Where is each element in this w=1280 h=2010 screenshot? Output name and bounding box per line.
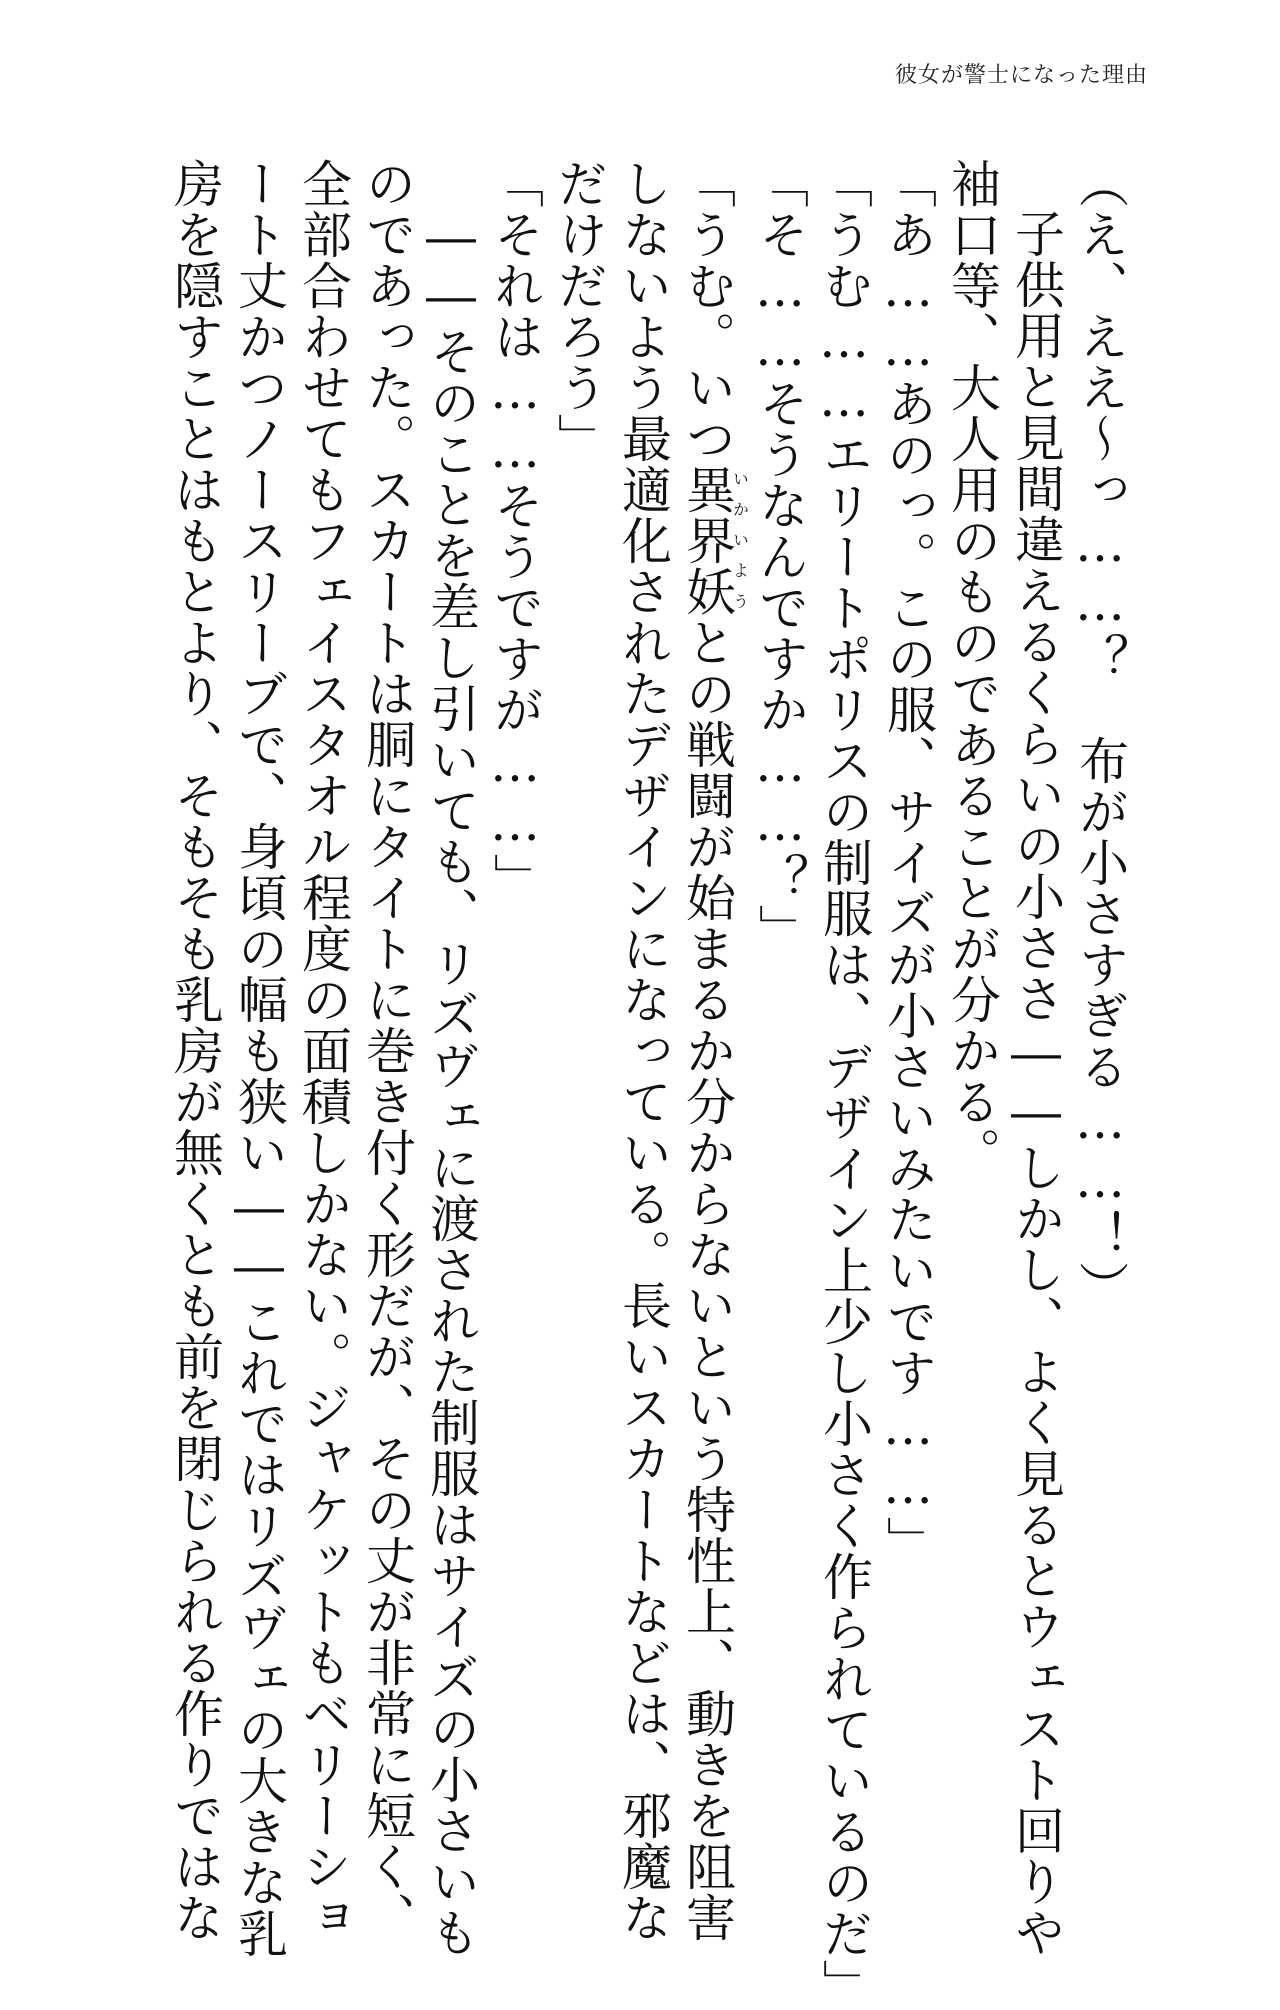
paragraph-8-cont-1 xyxy=(355,158,419,1943)
text-line: 「それは……そうですが……」 xyxy=(486,158,544,904)
paragraph-2 xyxy=(1004,158,1068,1958)
text-segment: 「うむ。いつ異界妖いかいようとの戦闘が始まるか分からないという特性上、動きを阻害 xyxy=(678,158,750,1943)
paragraph-3 xyxy=(876,158,940,1658)
paragraph-6-cont-2 xyxy=(547,158,611,1658)
paragraph-6 xyxy=(675,158,750,1943)
paragraph-8 xyxy=(419,158,483,1958)
paragraph-8-cont-4 xyxy=(163,158,227,1943)
paragraph-7 xyxy=(483,158,547,1658)
text-line: 袖口等、大人用のものであることが分かる。 xyxy=(943,158,1001,1178)
text-line: 「うむ……エリートポリスの制服は、デザイン上少し小さく作られているのだ」 xyxy=(815,158,873,2010)
text-line-with-ruby xyxy=(678,158,750,1943)
text-line: しないよう最適化されたデザインになっている。長いスカートなどは、邪魔な xyxy=(614,158,672,1943)
text-line: ――そのことを差し引いても、リズヴェに渡された制服はサイズの小さいも xyxy=(422,208,480,1958)
paragraph-8-cont-3 xyxy=(227,158,291,1959)
text-line: （え、ええ〜っ……？ 布が小さすぎる……！） xyxy=(1071,158,1129,1312)
ruby-word: 異界妖いかいよう xyxy=(678,464,750,617)
text-line: のであった。スカートは胴にタイトに巻き付く形だが、その丈が非常に短く、 xyxy=(358,158,416,1943)
text-line: 「そ……そうなんですか……？」 xyxy=(751,158,809,955)
vertical-text-body xyxy=(163,158,1132,2010)
text-line: 房を隠すことはもとより、そもそも乳房が無くとも前を閉じられる作りではな xyxy=(166,158,224,1943)
paragraph-6-cont-1 xyxy=(611,158,675,1943)
text-line: 「あ……あのっ。この服、サイズが小さいみたいです……」 xyxy=(879,158,937,1567)
text-line: 全部合わせてもフェイスタオル程度の面積しかない。ジャケットもベリーショ xyxy=(294,158,352,1943)
text-line: だけだろう」 xyxy=(550,158,608,464)
paragraph-8-cont-2 xyxy=(291,158,355,1943)
paragraph-1 xyxy=(1068,158,1132,1658)
text-line: 子供用と見間違えるくらいの小ささ――しかし、よく見るとウェスト回りや xyxy=(1007,208,1065,1958)
ruby-reading: いかいよう xyxy=(730,464,750,617)
running-header: 彼女が警士になった理由 xyxy=(894,63,1148,88)
paragraph-2-cont xyxy=(940,158,1004,1658)
paragraph-5 xyxy=(748,158,812,1658)
text-line: ート丈かつノースリーブで、身頃の幅も狭い――これではリズヴェの大きな乳 xyxy=(230,158,288,1959)
paragraph-4 xyxy=(812,158,876,2010)
